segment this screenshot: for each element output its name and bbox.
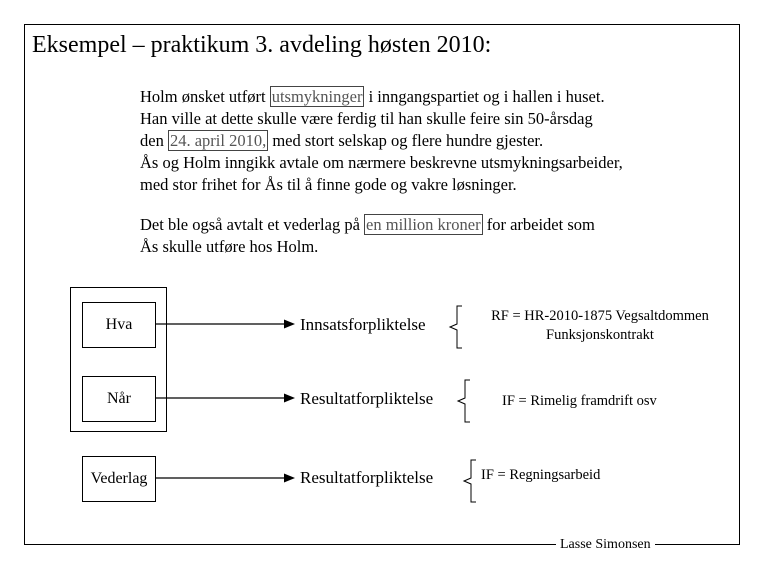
paragraph-line: Ås og Holm inngikk avtale om nærmere beskrevne utsmykningsarbeider, bbox=[140, 153, 623, 172]
box-nar: Når bbox=[82, 376, 156, 422]
note-rf: RF = HR-2010-1875 Vegsaltdommen Funksjonskontrakt bbox=[491, 308, 709, 343]
footer-author: Lasse Simonsen bbox=[556, 536, 655, 554]
highlight-utsmykninger: utsmykninger bbox=[271, 87, 363, 106]
brace-left bbox=[448, 304, 464, 350]
obligation-label: Resultatforpliktelse bbox=[300, 468, 434, 487]
highlight-date: 24. april 2010, bbox=[169, 131, 267, 150]
paragraph-line: Ås skulle utføre hos Holm. bbox=[140, 237, 319, 256]
note-if-framdrift: IF = Rimelig framdrift osv bbox=[502, 393, 657, 409]
slide-title: Eksempel – praktikum 3. avdeling høsten 2010: bbox=[32, 32, 492, 58]
box-hva: Hva bbox=[82, 302, 156, 348]
arrow-vederlag bbox=[156, 470, 296, 486]
paragraph-line: Det ble også avtalt et vederlag på en million kroner for arbeidet som bbox=[140, 215, 595, 234]
paragraph-line: Holm ønsket utført utsmykninger i inngangspartiet og i hallen i huset. bbox=[140, 87, 605, 106]
paragraph-line: Han ville at dette skulle være ferdig til han skulle feire sin 50-årsdag bbox=[140, 109, 593, 128]
box-vederlag: Vederlag bbox=[82, 456, 156, 502]
paragraph-line: den 24. april 2010, med stort selskap og flere hundre gjester. bbox=[140, 131, 544, 150]
brace-left bbox=[456, 378, 472, 424]
paragraph-line: med stor frihet for Ås til å finne gode og vakre løsninger. bbox=[140, 175, 517, 194]
arrow-hva bbox=[156, 316, 296, 332]
case-paragraph-1 bbox=[140, 86, 623, 196]
highlight-amount: en million kroner bbox=[366, 215, 481, 234]
note-if-regning: IF = Regningsarbeid bbox=[481, 467, 601, 483]
obligation-label: Resultatforpliktelse bbox=[300, 389, 434, 408]
case-paragraph-2 bbox=[140, 214, 595, 258]
brace-left bbox=[462, 458, 478, 504]
arrow-nar bbox=[156, 390, 296, 406]
obligation-label: Innsatsforpliktelse bbox=[300, 315, 426, 334]
